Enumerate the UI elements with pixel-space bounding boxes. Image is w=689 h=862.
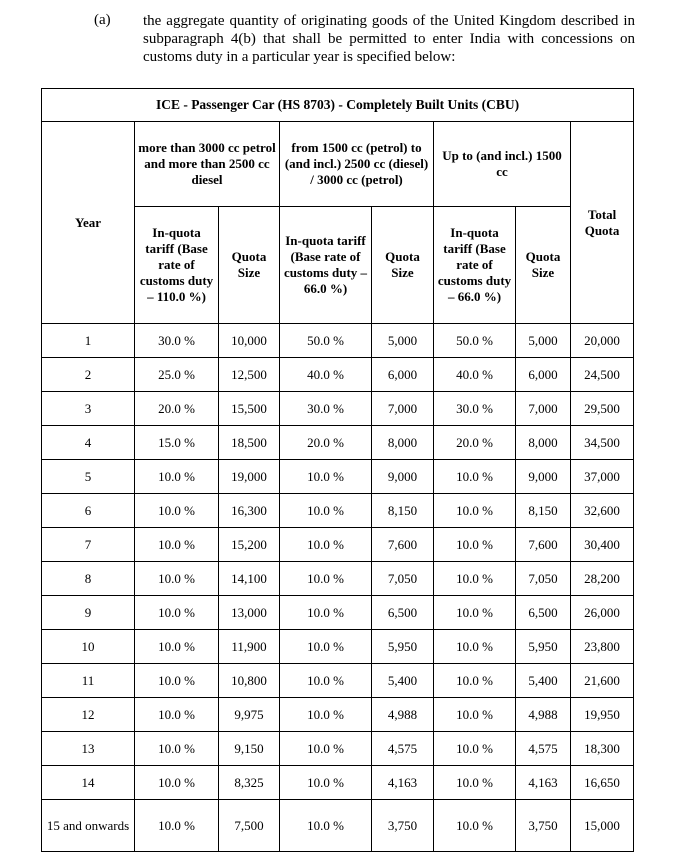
quota-size-cell: 9,000	[516, 460, 571, 494]
year-cell: 9	[42, 596, 135, 630]
quota-size-cell: 11,900	[219, 630, 280, 664]
quota-size-cell: 13,000	[219, 596, 280, 630]
table-row	[42, 596, 634, 630]
quota-size-cell: 4,988	[372, 698, 434, 732]
quota-size-cell: 5,000	[516, 324, 571, 358]
tariff-cell: 25.0 %	[135, 358, 219, 392]
total-quota-cell: 37,000	[571, 460, 634, 494]
tariff-cell: 10.0 %	[434, 766, 516, 800]
tariff-cell: 10.0 %	[280, 732, 372, 766]
tariff-cell: 10.0 %	[280, 562, 372, 596]
year-cell: 7	[42, 528, 135, 562]
intro-paragraph	[0, 0, 689, 80]
tariff-cell: 10.0 %	[135, 698, 219, 732]
tariff-cell: 20.0 %	[434, 426, 516, 460]
table-row	[42, 392, 634, 426]
tariff-cell: 10.0 %	[135, 800, 219, 852]
quota-size-cell: 7,600	[372, 528, 434, 562]
tariff-cell: 20.0 %	[280, 426, 372, 460]
table-row	[42, 766, 634, 800]
tariff-cell: 10.0 %	[280, 800, 372, 852]
quota-size-cell: 12,500	[219, 358, 280, 392]
tariff-cell: 10.0 %	[135, 562, 219, 596]
tariff-cell: 10.0 %	[434, 460, 516, 494]
total-quota-cell: 15,000	[571, 800, 634, 852]
total-quota-cell: 16,650	[571, 766, 634, 800]
tariff-cell: 10.0 %	[434, 732, 516, 766]
table-row	[42, 358, 634, 392]
quota-size-cell: 5,400	[516, 664, 571, 698]
quota-size-cell: 9,975	[219, 698, 280, 732]
total-quota-cell: 24,500	[571, 358, 634, 392]
tariff-header: In-quota tariff (Base rate of customs duty – 66.0 %)	[280, 207, 372, 324]
year-cell: 12	[42, 698, 135, 732]
quota-size-cell: 3,750	[372, 800, 434, 852]
quota-size-cell: 8,150	[516, 494, 571, 528]
quota-size-cell: 7,050	[516, 562, 571, 596]
table-row	[42, 426, 634, 460]
quota-size-cell: 9,000	[372, 460, 434, 494]
table-row	[42, 732, 634, 766]
quota-size-cell: 16,300	[219, 494, 280, 528]
year-cell: 11	[42, 664, 135, 698]
tariff-cell: 10.0 %	[434, 562, 516, 596]
total-quota-header: Total Quota	[571, 122, 634, 324]
year-cell: 14	[42, 766, 135, 800]
table-row	[42, 664, 634, 698]
tariff-cell: 10.0 %	[280, 664, 372, 698]
total-quota-cell: 28,200	[571, 562, 634, 596]
tariff-cell: 10.0 %	[434, 800, 516, 852]
quota-size-cell: 8,000	[516, 426, 571, 460]
quota-size-cell: 6,000	[372, 358, 434, 392]
total-quota-cell: 30,400	[571, 528, 634, 562]
year-header: Year	[42, 122, 135, 324]
quota-size-cell: 19,000	[219, 460, 280, 494]
tariff-cell: 10.0 %	[434, 630, 516, 664]
tariff-cell: 40.0 %	[280, 358, 372, 392]
table-row	[42, 630, 634, 664]
tariff-cell: 10.0 %	[434, 494, 516, 528]
quota-size-cell: 4,163	[372, 766, 434, 800]
table-row	[42, 528, 634, 562]
table-row	[42, 698, 634, 732]
tariff-cell: 20.0 %	[135, 392, 219, 426]
total-quota-cell: 32,600	[571, 494, 634, 528]
quota-size-cell: 8,150	[372, 494, 434, 528]
year-cell: 4	[42, 426, 135, 460]
tariff-cell: 10.0 %	[135, 766, 219, 800]
tariff-cell: 30.0 %	[135, 324, 219, 358]
year-cell: 10	[42, 630, 135, 664]
quota-size-cell: 4,575	[516, 732, 571, 766]
tariff-cell: 10.0 %	[434, 528, 516, 562]
table-title: ICE - Passenger Car (HS 8703) - Completely Built Units (CBU)	[42, 89, 634, 122]
total-quota-cell: 21,600	[571, 664, 634, 698]
tariff-cell: 10.0 %	[434, 698, 516, 732]
table-body	[42, 324, 634, 852]
group-header: from 1500 cc (petrol) to (and incl.) 2500 cc (diesel) / 3000 cc (petrol)	[280, 122, 434, 207]
quota-size-cell: 3,750	[516, 800, 571, 852]
quota-size-cell: 7,600	[516, 528, 571, 562]
quota-size-cell: 7,050	[372, 562, 434, 596]
tariff-cell: 40.0 %	[434, 358, 516, 392]
quota-size-cell: 14,100	[219, 562, 280, 596]
quota-size-cell: 6,000	[516, 358, 571, 392]
quota-size-cell: 8,325	[219, 766, 280, 800]
tariff-header: In-quota tariff (Base rate of customs duty – 66.0 %)	[434, 207, 516, 324]
year-cell: 15 and onwards	[42, 800, 135, 852]
tariff-cell: 10.0 %	[280, 494, 372, 528]
tariff-cell: 10.0 %	[135, 630, 219, 664]
quota-size-header: Quota Size	[372, 207, 434, 324]
quota-size-cell: 8,000	[372, 426, 434, 460]
tariff-cell: 10.0 %	[280, 528, 372, 562]
quota-size-cell: 7,500	[219, 800, 280, 852]
total-quota-cell: 18,300	[571, 732, 634, 766]
total-quota-cell: 23,800	[571, 630, 634, 664]
group-header: more than 3000 cc petrol and more than 2500 cc diesel	[135, 122, 280, 207]
quota-size-cell: 7,000	[516, 392, 571, 426]
year-cell: 3	[42, 392, 135, 426]
quota-size-cell: 4,988	[516, 698, 571, 732]
quota-size-cell: 15,200	[219, 528, 280, 562]
tariff-cell: 10.0 %	[135, 460, 219, 494]
quota-size-cell: 5,400	[372, 664, 434, 698]
table-row	[42, 460, 634, 494]
year-cell: 5	[42, 460, 135, 494]
table-row	[42, 494, 634, 528]
table-row	[42, 800, 634, 852]
quota-size-cell: 15,500	[219, 392, 280, 426]
tariff-cell: 50.0 %	[434, 324, 516, 358]
tariff-cell: 10.0 %	[280, 630, 372, 664]
total-quota-cell: 34,500	[571, 426, 634, 460]
tariff-cell: 50.0 %	[280, 324, 372, 358]
quota-size-cell: 5,000	[372, 324, 434, 358]
total-quota-cell: 19,950	[571, 698, 634, 732]
quota-size-cell: 6,500	[372, 596, 434, 630]
tariff-cell: 10.0 %	[135, 596, 219, 630]
tariff-cell: 30.0 %	[434, 392, 516, 426]
group-header: Up to (and incl.) 1500 cc	[434, 122, 571, 207]
subparagraph-text: the aggregate quantity of originating goods of the United Kingdom described in subparagraph 4(b) that shall be permitted to enter India with concessions on customs duty in a particular year is specified below:	[143, 13, 635, 65]
year-cell: 6	[42, 494, 135, 528]
quota-table	[41, 88, 634, 852]
quota-size-cell: 4,575	[372, 732, 434, 766]
tariff-cell: 10.0 %	[135, 664, 219, 698]
total-quota-cell: 20,000	[571, 324, 634, 358]
table-row	[42, 324, 634, 358]
tariff-cell: 30.0 %	[280, 392, 372, 426]
tariff-cell: 15.0 %	[135, 426, 219, 460]
tariff-cell: 10.0 %	[135, 494, 219, 528]
subparagraph-marker: (a)	[94, 12, 111, 28]
year-cell: 8	[42, 562, 135, 596]
tariff-cell: 10.0 %	[280, 766, 372, 800]
tariff-cell: 10.0 %	[135, 732, 219, 766]
tariff-cell: 10.0 %	[434, 596, 516, 630]
quota-size-cell: 9,150	[219, 732, 280, 766]
tariff-cell: 10.0 %	[434, 664, 516, 698]
quota-size-cell: 4,163	[516, 766, 571, 800]
total-quota-cell: 26,000	[571, 596, 634, 630]
quota-size-cell: 10,800	[219, 664, 280, 698]
tariff-cell: 10.0 %	[135, 528, 219, 562]
quota-size-cell: 10,000	[219, 324, 280, 358]
quota-size-cell: 5,950	[372, 630, 434, 664]
year-cell: 1	[42, 324, 135, 358]
quota-size-cell: 6,500	[516, 596, 571, 630]
tariff-header: In-quota tariff (Base rate of customs duty – 110.0 %)	[135, 207, 219, 324]
quota-size-header: Quota Size	[516, 207, 571, 324]
quota-size-cell: 18,500	[219, 426, 280, 460]
tariff-cell: 10.0 %	[280, 460, 372, 494]
table-row	[42, 562, 634, 596]
tariff-cell: 10.0 %	[280, 596, 372, 630]
quota-size-cell: 5,950	[516, 630, 571, 664]
quota-size-header: Quota Size	[219, 207, 280, 324]
tariff-cell: 10.0 %	[280, 698, 372, 732]
quota-size-cell: 7,000	[372, 392, 434, 426]
year-cell: 13	[42, 732, 135, 766]
year-cell: 2	[42, 358, 135, 392]
total-quota-cell: 29,500	[571, 392, 634, 426]
